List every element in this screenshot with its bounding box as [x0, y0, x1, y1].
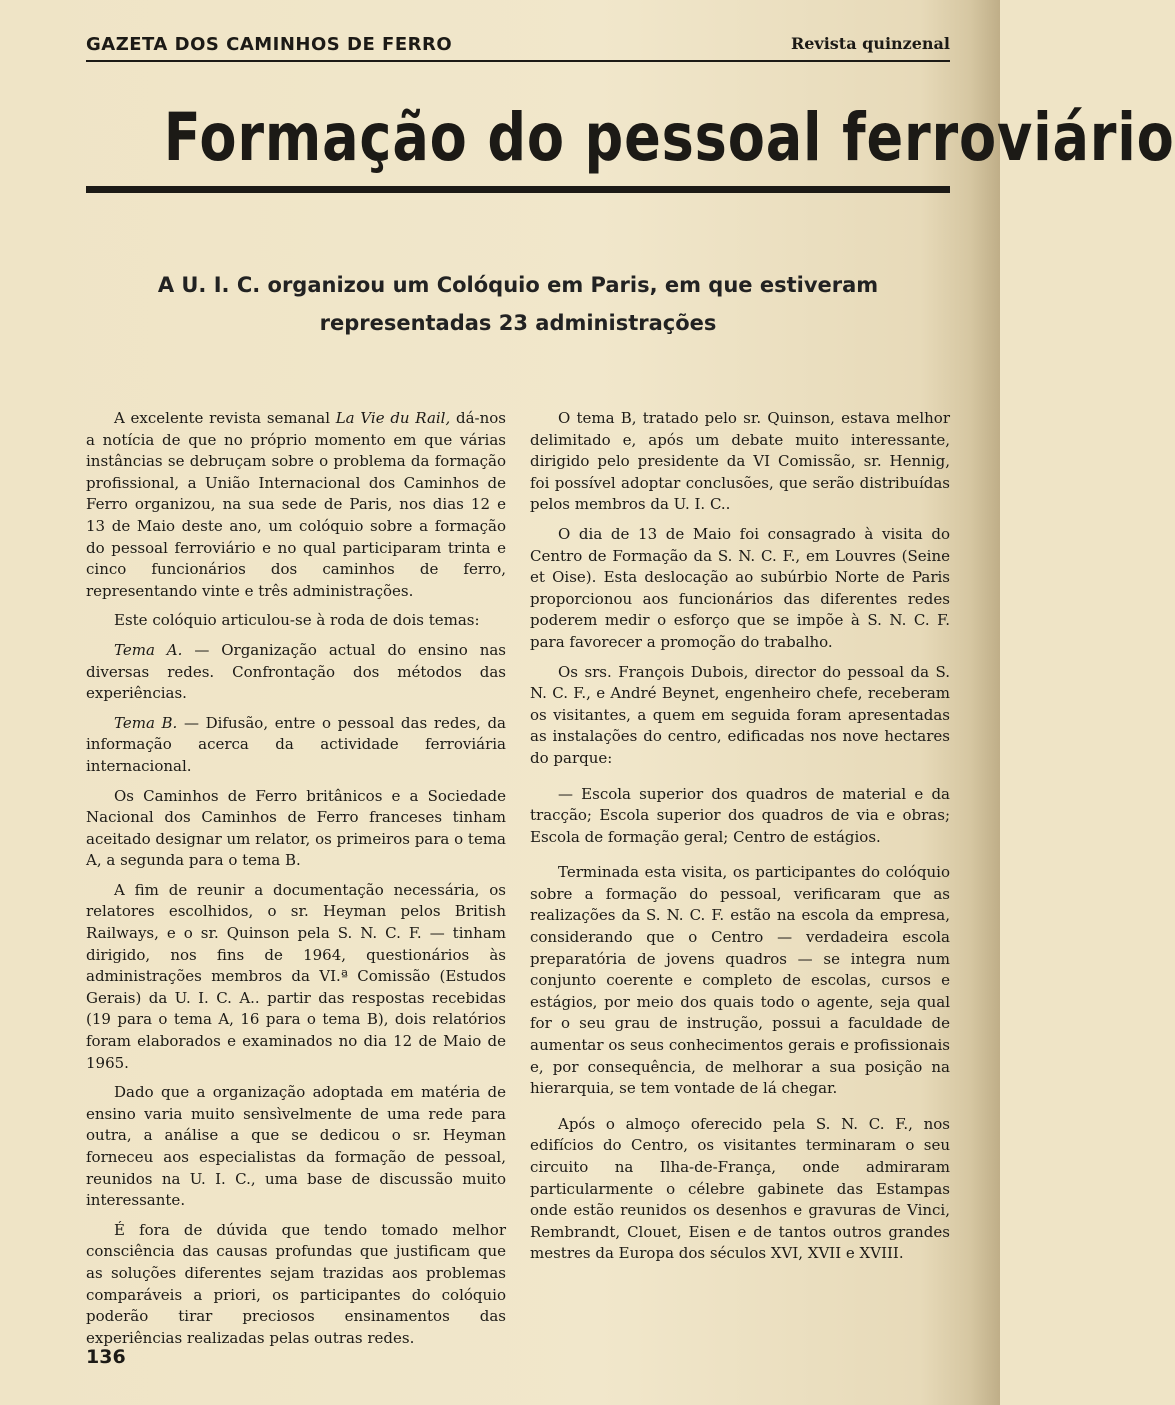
- journal-name: GAZETA DOS CAMINHOS DE FERRO: [86, 34, 453, 55]
- paragraph: O tema B, tratado pelo sr. Quinson, estava melhor delimitado e, após um debate muito interessante, dirigido pelo presidente da VI Comissão, sr. Hennig, foi possível adoptar conclusões, que serão distribuídas pelos membros da U. I. C..: [530, 409, 950, 514]
- section-name: Revista quinzenal: [790, 34, 950, 53]
- text-run: — Organização actual do ensino nas diversas redes. Confrontação dos métodos das experiências.: [86, 640, 506, 703]
- theme-label: Tema A.: [114, 640, 183, 659]
- right-column: [530, 408, 950, 1273]
- paragraph: Dado que a organização adoptada em matéria de ensino varia muito sensìvelmente de uma rede para outra, a análise a que se dedicou o sr. Heyman forneceu aos especialistas da formação de pessoal, reunidos na U. I. C., uma base de discussão muito interessante.: [86, 1083, 506, 1210]
- theme-label: Tema B.: [114, 713, 178, 732]
- running-head: [86, 30, 950, 62]
- paragraph: Os srs. François Dubois, director do pessoal da S. N. C. F., e André Beynet, engenheiro chefe, receberam os visitantes, a quem em seguida foram apresentadas as instalações do centro, edificadas nos nove hectares do parque:: [530, 662, 950, 767]
- subtitle-line-1: A U. I. C. organizou um Colóquio em Paris, em que estiveram: [157, 273, 879, 297]
- article-subtitle: [86, 266, 950, 342]
- paragraph: [86, 640, 506, 705]
- paragraph: — Escola superior dos quadros de material e da tracção; Escola superior dos quadros de via e obras; Escola de formação geral; Centro de estágios.: [530, 784, 950, 846]
- paragraph: [86, 408, 506, 602]
- left-column: [86, 408, 506, 1357]
- paragraph: Este colóquio articulou-se à roda de dois temas:: [114, 611, 480, 630]
- paragraph: Os Caminhos de Ferro britânicos e a Sociedade Nacional dos Caminhos de Ferro franceses tinham aceitado designar um relator, os primeiros para o tema A, a segunda para o tema B.: [86, 786, 506, 870]
- text-run: dá-nos a notícia de que no próprio momento em que várias instâncias se debruçam sobre o problema da formação profissional, a União Internacional dos Caminhos de Ferro organizou, na sua sede de Paris, nos dias 12 e 13 de Maio deste ano, um colóquio sobre a formação do pessoal ferroviário e no qual participaram trinta e cinco funcionários dos caminhos de ferro, representando vinte e três administrações.: [86, 409, 506, 600]
- paragraph: A fim de reunir a documentação necessária, os relatores escolhidos, o sr. Heyman pelos British Railways, e o sr. Quinson pela S. N. C. F. — tinham dirigido, nos fins de 1964, questionários às administrações membros da VI.ª Comissão (Estudos Gerais) da U. I. C. A.. partir das respostas recebidas (19 para o tema A, 16 para o tema B), dois relatórios foram elaborados e examinados no dia 12 de Maio de 1965.: [86, 880, 506, 1072]
- subtitle-line-2: representadas 23 administrações: [319, 311, 717, 335]
- paragraph: É fora de dúvida que tendo tomado melhor consciência das causas profundas que justificam que as soluções diferentes sejam trazidas aos problemas comparáveis a priori, os participantes do colóquio poderão tirar preciosos ensinamentos das experiências realizadas pelas outras redes.: [86, 1220, 506, 1347]
- paragraph: Após o almoço oferecido pela S. N. C. F., nos edifícios do Centro, os visitantes terminaram o seu circuito na Ilha-de-França, onde admiraram particularmente o célebre gabinete das Estampas onde estão reunidos os desenhos e gravuras de Vinci, Rembrandt, Clouet, Eisen e de tantos outros grandes mestres da Europa dos séculos XVI, XVII e XVIII.: [530, 1114, 950, 1263]
- paragraph: [86, 713, 506, 778]
- title-rule: [86, 186, 950, 193]
- paragraph: Terminada esta visita, os participantes do colóquio sobre a formação do pessoal, verificaram que as realizações da S. N. C. F. estão na escola da empresa, considerando que o Centro — verdadeira escola preparatória de jovens quadros — se integra num conjunto coerente e completo de escolas, cursos e estágios, por meio dos quais todo o agente, seja qual for o seu grau de instrução, possui a faculdade de aumentar os seus conhecimentos gerais e profissionais e, por consequência, de melhorar a sua posição na hierarquia, se tem vontade de lá chegar.: [530, 863, 950, 1098]
- page-number: 136: [86, 1346, 126, 1368]
- publication-name: La Vie du Rail,: [335, 409, 451, 427]
- paragraph: O dia de 13 de Maio foi consagrado à visita do Centro de Formação da S. N. C. F., em Louvres (Seine et Oise). Esta deslocação ao subúrbio Norte de Paris proporcionou aos funcionários das diferentes redes poderem medir o esforço que se impõe à S. N. C. F. para favorecer a promoção do trabalho.: [530, 524, 950, 651]
- text-run: A excelente revista semanal: [114, 409, 336, 427]
- text-run: — Difusão, entre o pessoal das redes, da informação acerca da actividade ferroviária internacional.: [86, 713, 506, 775]
- article-title: Formação do pessoal ferroviário: [163, 99, 1175, 176]
